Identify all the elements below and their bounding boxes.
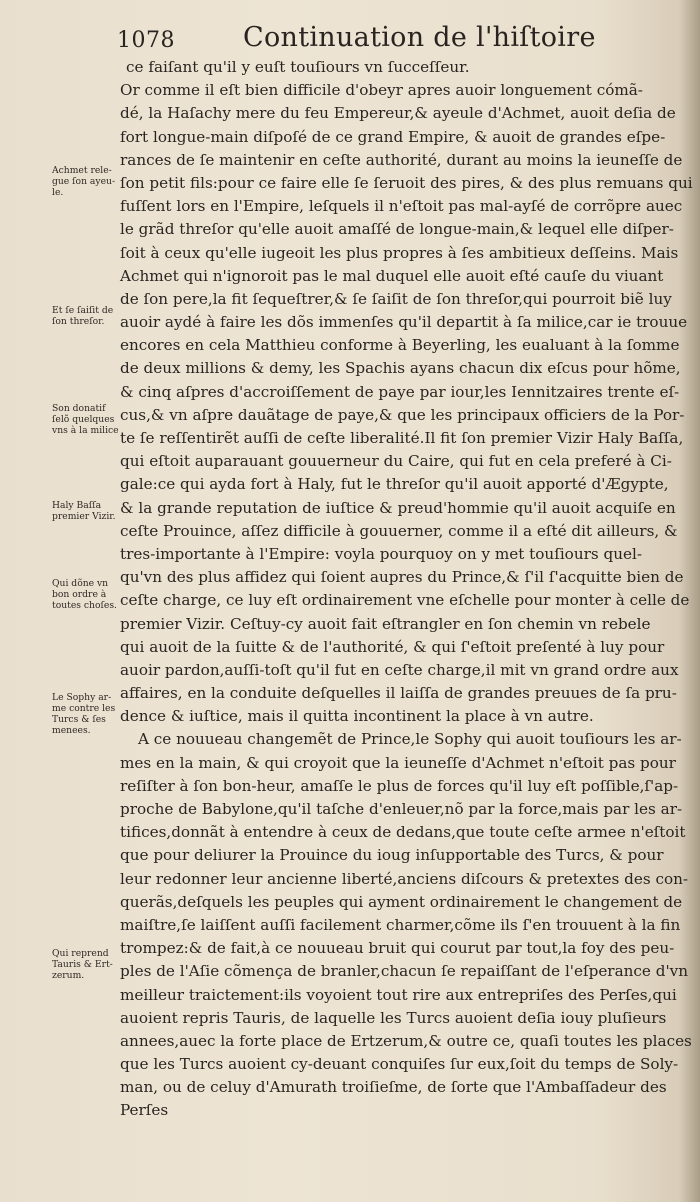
text-line: dé, la Haſachy mere du feu Empereur,& ayeule d'Achmet, auoit deſia de — [120, 104, 676, 123]
margin-note: Le Sophy ar- me contre les Turcs & ſes menees. — [52, 692, 116, 736]
text-line: annees,auec la forte place de Ertzerum,& outre ce, quaſi toutes les places — [120, 1031, 692, 1050]
page-header — [0, 18, 700, 58]
text-line: le grãd threſor qu'elle auoit amaſſé de longue-main,& lequel elle diſper- — [120, 220, 674, 239]
body-text — [120, 56, 693, 1146]
margin-note: Qui dõne vn bon ordre à toutes choſes. — [52, 578, 117, 611]
text-line: auoient repris Tauris, de laquelle les Turcs auoient deſia iouy pluſieurs — [120, 1008, 667, 1027]
text-line: ples de l'Aſie cõmença de branler,chacun ſe repaiſſant de l'eſperance d'vn — [120, 962, 688, 981]
text-line: affaires, en la conduite deſquelles il laiſſa de grandes preuues de ſa pru- — [120, 684, 677, 703]
text-line: tifices,donnãt à entendre à ceux de dedans,que toute ceſte armee n'eſtoit — [120, 823, 686, 842]
text-line: cus,& vn aſpre dauãtage de paye,& que les principaux officiers de la Por- — [120, 405, 685, 424]
text-line: de ſon pere,la fit ſequeſtrer,& ſe ſaiſit de ſon threſor,qui pourroit biẽ luy — [120, 289, 672, 308]
text-line: ceſte Prouince, aſſez difficile à gouuerner, comme il a eſté dit ailleurs, & — [120, 521, 678, 540]
text-line: trompez:& de fait,à ce nouueau bruit qui courut par tout,la foy des peu- — [120, 939, 675, 958]
text-line: que les Turcs auoient cy-deuant conquiſes ſur eux,ſoit du temps de Soly- — [120, 1055, 679, 1074]
text-line: rances de ſe maintenir en ceſte authorité, durant au moins la ieuneſſe de — [120, 150, 683, 169]
page-number: 1078 — [117, 28, 175, 53]
text-line: reſiſter à ſon bon-heur, amaſſe le plus de forces qu'il luy eſt poſſible,ſ'ap- — [120, 776, 679, 795]
text-line: auoir pardon,auſſi-toſt qu'il fut en ceſte charge,il mit vn grand ordre aux — [120, 660, 679, 679]
margin-note: Achmet rele- gue ſon ayeu- le. — [52, 165, 116, 198]
text-line: premier Vizir. Ceſtuy-cy auoit fait eſtrangler en ſon chemin vn rebele — [120, 614, 651, 633]
text-line: meilleur traictement:ils voyoient tout rire aux entrepriſes des Perſes,qui — [120, 985, 677, 1004]
text-line: querãs,deſquels les peuples qui ayment ordinairement le changement de — [120, 892, 683, 911]
margin-note: Haly Baſſa premier Vizir. — [52, 500, 116, 522]
text-line: qu'vn des plus affidez qui ſoient aupres du Prince,& ſ'il ſ'acquitte bien de — [120, 568, 684, 587]
text-line: A ce nouueau changemẽt de Prince,le Sophy qui auoit touſiours les ar- — [138, 730, 682, 749]
text-line: de deux millions & demy, les Spachis ayans chacun dix eſcus pour hõme, — [120, 359, 681, 378]
text-line: proche de Babylone,qu'il taſche d'enleuer,nõ par la force,mais par les ar- — [120, 800, 683, 818]
text-line: & cinq aſpres d'accroiſſement de paye par iour,les Iennitzaires trente eſ- — [120, 382, 680, 401]
text-line: qui eſtoit auparauant gouuerneur du Caire, qui fut en cela preferé à Ci- — [120, 452, 672, 471]
margin-note: Qui reprend Tauris & Ert- zerum. — [52, 948, 113, 981]
text-line: Or comme il eſt bien difficile d'obeyr apres auoir longuement cómã- — [120, 81, 643, 100]
text-line: fort longue-main diſpoſé de ce grand Empire, & auoit de grandes eſpe- — [120, 127, 666, 146]
text-line: ſon petit fils:pour ce faire elle ſe ſeruoit des pires, & des plus remuans qui — [120, 173, 693, 192]
text-line: auoir aydé à faire les dõs immenſes qu'il departit à ſa milice,car ie trouue — [120, 313, 688, 332]
text-line: ce faiſant qu'il y euſt touſiours vn ſucceſſeur. — [126, 58, 470, 76]
text-line: ceſte charge, ce luy eſt ordinairement vne eſchelle pour monter à celle de — [120, 591, 690, 610]
text-line: gale:ce qui ayda fort à Haly, fut le threſor qu'il auoit apporté d'Ægypte, — [120, 475, 669, 494]
text-line: tres-importante à l'Empire: voyla pourquoy on y met touſiours quel- — [120, 544, 642, 563]
text-line: que pour deliurer la Prouince du ioug inſupportable des Turcs, & pour — [120, 846, 664, 865]
text-line: maiſtre,ſe laiſſent auſſi facilement charmer,cõme ils ſ'en trouuent à la fin — [120, 915, 681, 934]
text-line: & la grande reputation de iuſtice & preud'hommie qu'il auoit acquiſe en — [120, 498, 676, 517]
text-line: ſoit à ceux qu'elle iugeoit les plus propres à ſes ambitieux deſſeins. Mais — [120, 243, 679, 262]
catchword — [120, 1123, 632, 1146]
running-title: Continuation de l'hiſtoire — [243, 22, 596, 53]
text-line: man, ou de celuy d'Amurath troiſieſme, de ſorte que l'Ambaſſadeur des — [120, 1078, 667, 1097]
margin-note: Et ſe ſaiſit de ſon threſor. — [52, 305, 114, 327]
margin-note: Son donatif ſelõ quelques vns à la milice — [52, 403, 119, 436]
text-line: leur redonner leur ancienne liberté,anciens diſcours & pretextes des con- — [120, 869, 689, 888]
text-line: fuſſent lors en l'Empire, leſquels il n'eſtoit pas mal-ayſé de corrõpre auec — [120, 197, 683, 216]
text-line: qui auoit de la ſuitte & de l'authorité, & qui ſ'eſtoit preſenté à luy pour — [120, 637, 665, 656]
text-line: encores en cela Matthieu conforme à Beyerling, les eualuant à la ſomme — [120, 336, 680, 355]
text-line: te ſe reſſentirẽt auſſi de ceſte liberalité.Il fit ſon premier Vizir Haly Baſſa, — [120, 429, 684, 447]
text-line: dence & iuſtice, mais il quitta incontinent la place à vn autre. — [120, 707, 594, 726]
text-line: mes en la main, & qui croyoit que la ieuneſſe d'Achmet n'eſtoit pas pour — [120, 753, 676, 772]
text-line: Achmet qui n'ignoroit pas le mal duquel elle auoit eſté cauſe du viuant — [120, 266, 664, 285]
text-line: Perſes — [120, 1101, 169, 1120]
